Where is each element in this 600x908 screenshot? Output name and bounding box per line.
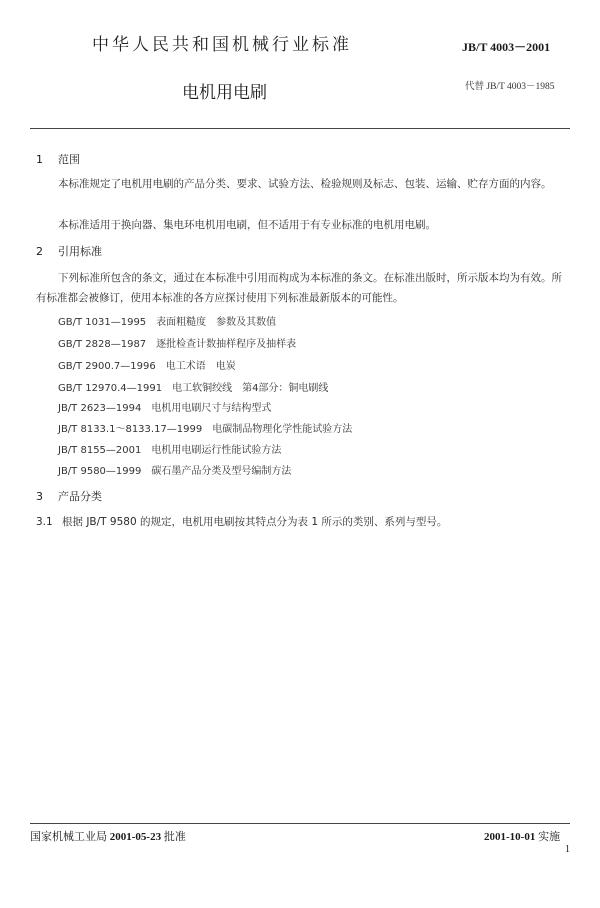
section-title: 引用标准	[58, 245, 102, 258]
header-rule	[30, 128, 570, 129]
section-3-heading	[36, 488, 102, 504]
section-1-para-1: 本标准规定了电机用电刷的产品分类、要求、试验方法、检验规则及标志、包装、运输、贮存方面的内容。	[58, 178, 552, 190]
implementation-line	[484, 828, 560, 844]
section-title: 范围	[58, 153, 80, 166]
implementation-word: 实施	[538, 831, 561, 843]
reference-item: GB/T 2900.7—1996 电工术语 电炭	[58, 361, 236, 372]
reference-item: JB/T 9580—1999 碳石墨产品分类及型号编制方法	[58, 466, 292, 477]
reference-item: JB/T 2623—1994 电机用电刷尺寸与结构型式	[58, 403, 272, 414]
section-title: 产品分类	[58, 490, 102, 503]
issuer: 国家机械工业局	[30, 831, 107, 843]
replaces-standard: 代替 JB/T 4003－1985	[465, 82, 555, 92]
section-number: 1	[36, 153, 43, 166]
reference-item: JB/T 8133.1～8133.17—1999 电碳制品物理化学性能试验方法	[58, 424, 353, 435]
section-1-heading	[36, 151, 80, 167]
clause-number: 3.1	[36, 516, 53, 528]
org-title: 中华人民共和国机械行业标准	[92, 35, 352, 55]
reference-item: GB/T 12970.4—1991 电工软铜绞线 第4部分：铜电刷线	[58, 383, 329, 394]
reference-item: JB/T 8155—2001 电机用电刷运行性能试验方法	[58, 445, 282, 456]
section-1-para-2: 本标准适用于换向器、集电环电机用电刷，但不适用于有专业标准的电机用电刷。	[58, 219, 436, 231]
page-number: 1	[565, 844, 570, 855]
issue-date: 2001-05-23	[109, 831, 162, 843]
standard-number: JB/T 4003－2001	[462, 40, 551, 54]
implementation-date: 2001-10-01	[484, 831, 536, 843]
section-2-intro: 下列标准所包含的条文，通过在本标准中引用而构成为本标准的条文。在标准出版时，所示版本均为有效。所有标准都会被修订，使用本标准的各方应探讨使用下列标准最新版本的可能性。	[36, 272, 562, 304]
section-number: 3	[36, 490, 43, 503]
clause-text: 根据 JB/T 9580 的规定，电机用电刷按其特点分为表 1 所示的类别、系列与型号。	[62, 516, 448, 528]
section-number: 2	[36, 245, 43, 258]
footer-rule	[30, 823, 570, 824]
document-title: 电机用电刷	[182, 83, 267, 103]
issue-line	[30, 828, 186, 844]
section-2-heading	[36, 243, 102, 259]
reference-item: GB/T 1031—1995 表面粗糙度 参数及其数值	[58, 317, 277, 328]
reference-item: GB/T 2828—1987 逐批检查计数抽样程序及抽样表	[58, 339, 297, 350]
issue-word: 批准	[163, 831, 186, 843]
clause-3-1	[36, 514, 447, 529]
